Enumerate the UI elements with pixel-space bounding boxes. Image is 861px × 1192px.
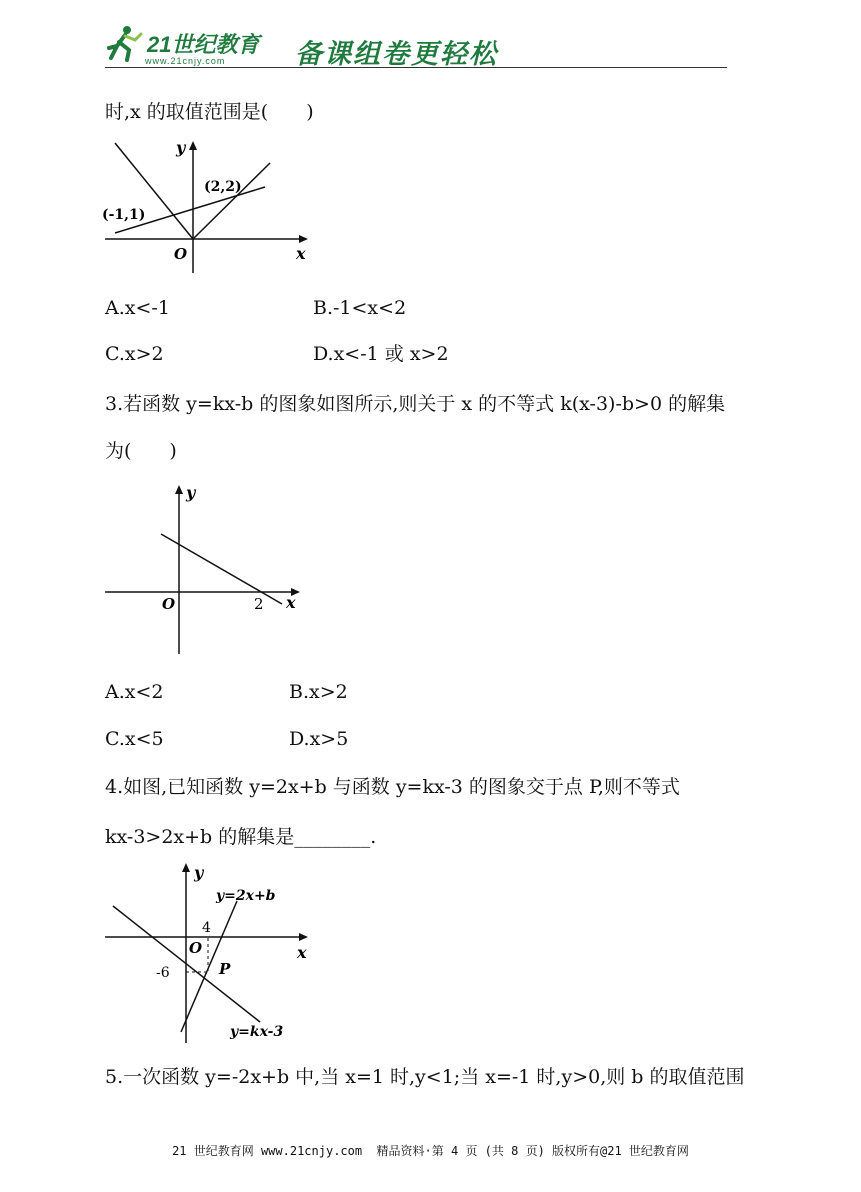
figure-q2-graph xyxy=(100,135,320,280)
figure-q4-graph xyxy=(100,858,320,1048)
runner-logo-icon xyxy=(105,24,143,64)
q2-stem-tail: 时,x 的取值范围是( ) xyxy=(105,101,314,123)
q3-stem-line-1: 3.若函数 y=kx-b 的图象如图所示,则关于 x 的不等式 k(x-3)-b>0 的解集 xyxy=(105,393,726,415)
q3-stem-line-2: 为( ) xyxy=(105,440,177,462)
q5-stem-line-1: 5.一次函数 y=-2x+b 中,当 x=1 时,y<1;当 x=-1 时,y>0,则 b 的取值范围 xyxy=(105,1066,745,1088)
q3-option-d: D.x>5 xyxy=(289,728,349,750)
fig3-y-label: y xyxy=(194,863,204,882)
figure-q3-graph xyxy=(100,478,320,658)
page-footer: 21 世纪教育网 www.21cnjy.com 精品资料·第 4 页 (共 8 页) 版权所有@21 世纪教育网 xyxy=(172,1144,689,1158)
header-slogan: 备课组卷更轻松 xyxy=(295,39,498,69)
fig3-point-p-label: P xyxy=(219,960,231,978)
fig1-origin-label: O xyxy=(174,245,188,263)
fig2-intercept-label: 2 xyxy=(254,595,264,613)
fig3-x4-label: 4 xyxy=(202,920,211,936)
logo-url: www.21cnjy.com xyxy=(145,56,226,66)
page-header xyxy=(105,20,727,70)
q2-option-c: C.x>2 xyxy=(105,343,164,365)
logo-text: 21世纪教育 xyxy=(147,32,260,57)
q4-stem-line-1: 4.如图,已知函数 y=2x+b 与函数 y=kx-3 的图象交于点 P,则不等式 xyxy=(105,776,680,798)
fig3-y-neg6-label: -6 xyxy=(156,965,170,981)
fig2-origin-label: O xyxy=(162,595,176,613)
header-rule xyxy=(105,67,727,68)
fig1-point-right: (2,2) xyxy=(204,179,242,195)
q3-option-c: C.x<5 xyxy=(105,728,164,750)
fig3-line2-label: y=kx-3 xyxy=(230,1024,284,1040)
fig1-x-label: x xyxy=(296,244,306,263)
q3-option-a: A.x<2 xyxy=(105,681,164,703)
q2-option-d: D.x<-1 或 x>2 xyxy=(313,343,449,365)
fig2-x-label: x xyxy=(286,593,296,612)
fig1-point-left: (-1,1) xyxy=(102,207,146,223)
q3-option-b: B.x>2 xyxy=(289,681,348,703)
fig3-line1-label: y=2x+b xyxy=(216,888,276,904)
fig3-x-label: x xyxy=(297,943,307,962)
q2-option-b: B.-1<x<2 xyxy=(313,297,407,319)
fig3-origin-label: O xyxy=(189,939,203,957)
q2-option-a: A.x<-1 xyxy=(105,297,170,319)
q4-stem-line-2: kx-3>2x+b 的解集是________. xyxy=(105,826,377,848)
fig1-y-label: y xyxy=(176,138,186,157)
fig2-y-label: y xyxy=(186,483,196,502)
